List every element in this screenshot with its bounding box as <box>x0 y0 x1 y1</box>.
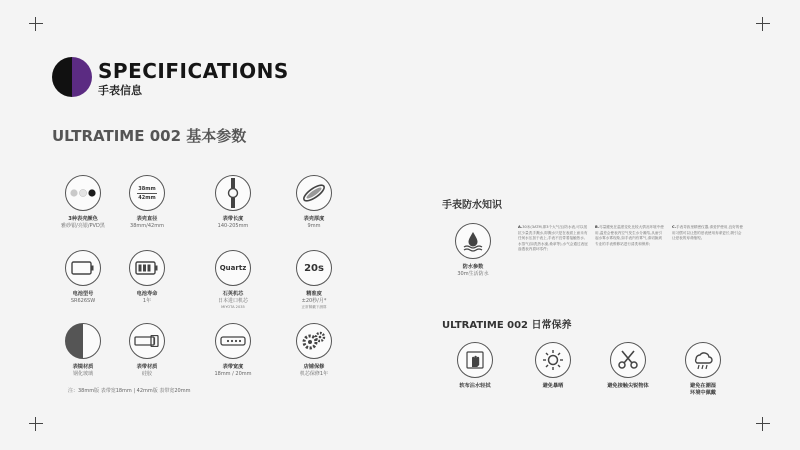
spec-strap-material-label: 表带材质 <box>136 364 158 370</box>
care-item-label: 避免接触尖锐物体 <box>607 383 649 389</box>
strap-width-icon <box>215 323 251 359</box>
spec-strap-width-label: 表带宽度 <box>222 364 244 370</box>
waterproof-title: 手表防水知识 <box>442 200 502 211</box>
glass-half-icon <box>65 323 101 359</box>
crop-mark-top-left <box>29 17 43 31</box>
gears-icon <box>296 323 332 359</box>
spec-battery-life-value: 1年 <box>142 297 152 304</box>
spec-accuracy <box>274 250 354 309</box>
care-item-label: 避免在潮湿 <box>690 383 716 389</box>
spec-battery-life <box>107 250 187 305</box>
care-item <box>435 342 515 390</box>
waterproof-note-c <box>672 225 744 242</box>
waterproof-note-b <box>595 225 665 247</box>
page-title: SPECIFICATIONS <box>98 59 289 83</box>
battery-full-icon <box>129 250 165 286</box>
waterproof-note-c-text: 手表导致里精密仪器,请爱护使用,良好的使用习惯可以让您的爱表使用寿命更长,吸引会让爱表的寿命缩短。 <box>672 225 743 241</box>
spec-strap-width <box>193 323 273 378</box>
care-title: ULTRATIME 002 日常保养 <box>442 320 572 331</box>
diameter-icon-bottom: 42mm <box>138 194 156 201</box>
waterproof-note-a-text: 30米(3ATM,即3个大气压)防水表,可以抵抗少量洗手溅水,即溅水只是在表面上而未有任何水压加于表上,手表不宜带着接触热水,水蒸气(如洗热水澡,桑拿等),水气会通过表冠渗透表内损坏零件; <box>518 225 588 252</box>
spec-thickness <box>274 175 354 230</box>
spec-warranty-label: 店铺保修 <box>303 364 325 370</box>
thickness-icon <box>296 175 332 211</box>
spec-thickness-value: 9mm <box>307 222 321 229</box>
spec-battery-model-value: SR626SW <box>70 297 96 304</box>
battery-icon <box>65 250 101 286</box>
case-colors-icon <box>65 175 101 211</box>
accuracy-icon <box>296 250 332 286</box>
care-item <box>663 342 743 397</box>
spec-battery-model-label: 电池型号 <box>72 291 94 297</box>
spec-thickness-label: 表壳厚度 <box>303 216 325 222</box>
strap-buckle-icon <box>129 323 165 359</box>
spec-colors-label: 3种表壳颜色 <box>68 216 98 222</box>
waterproof-note-a-head: A. <box>518 225 523 229</box>
spec-strap-length <box>193 175 273 230</box>
care-item-label: 避免暴晒 <box>542 383 564 389</box>
quartz-icon <box>215 250 251 286</box>
quartz-icon-text: Quartz <box>219 264 247 272</box>
spec-strap-material-value: 硅胶 <box>141 370 152 377</box>
page-subtitle: 手表信息 <box>98 84 142 97</box>
waterproof-value: 30m生活防水 <box>457 270 489 277</box>
water-drop-icon <box>455 223 491 259</box>
care-item <box>588 342 668 390</box>
accuracy-icon-text: 20s <box>304 262 324 274</box>
care-item-label: 软布沾水轻拭 <box>459 383 491 389</box>
scissors-icon <box>610 342 646 378</box>
spec-strap-length-value: 140-205mm <box>217 222 249 229</box>
spec-diameter-label: 表壳直径 <box>136 216 158 222</box>
spec-accuracy-label: 精准度 <box>306 291 322 297</box>
brand-logo-icon <box>52 57 92 97</box>
diameter-icon <box>129 175 165 211</box>
watch-strap-icon <box>215 175 251 211</box>
spec-colors-value: 雅砂银/亮银/PVD黑 <box>61 222 105 229</box>
hand-wipe-icon <box>457 342 493 378</box>
spec-movement <box>193 250 273 309</box>
diameter-icon-top: 38mm <box>138 185 156 192</box>
spec-strap-width-value: 18mm / 20mm <box>214 370 252 377</box>
spec-movement-label: 石英机芯 <box>222 291 244 297</box>
spec-accuracy-value: ±20秒/月* <box>301 297 327 304</box>
waterproof-note-b-text: 尽量避免在温度变化比较大情况环境中使用,温差会使表内空气发生水分凝结,从而引起水雾水雾现象,如手表内有雾气,请切换到专业的手表维修站进行清洗和保养; <box>595 225 664 246</box>
spec-diameter <box>107 175 187 230</box>
rain-cloud-icon <box>685 342 721 378</box>
specs-section-title: ULTRATIME 002 基本参数 <box>52 127 247 145</box>
spec-movement-value: 日本进口机芯 <box>217 297 248 304</box>
spec-glass-value: 钢化玻璃 <box>72 370 93 377</box>
crop-mark-bottom-right <box>756 417 770 431</box>
waterproof-label: 防水参数 <box>462 264 484 270</box>
spec-battery-life-label: 电池寿命 <box>136 291 158 297</box>
crop-mark-bottom-left <box>29 417 43 431</box>
spec-glass-label: 表镜材质 <box>72 364 94 370</box>
waterproof-spec <box>433 223 513 278</box>
waterproof-note-c-head: C. <box>672 225 677 229</box>
spec-diameter-value: 38mm/42mm <box>130 222 164 229</box>
waterproof-note-a <box>518 225 588 253</box>
spec-movement-value2: MIYOTA 2035 <box>221 304 245 309</box>
footnote: 注：38mm版 表带宽18mm | 42mm版 表带宽20mm <box>68 388 191 394</box>
spec-strap-material <box>107 323 187 378</box>
spec-accuracy-value2: 正常佩戴下测算 <box>301 304 327 309</box>
sun-icon <box>535 342 571 378</box>
care-item <box>513 342 593 390</box>
care-item-label-2: 环境中佩戴 <box>690 389 716 396</box>
crop-mark-top-right <box>756 17 770 31</box>
spec-warranty <box>274 323 354 378</box>
spec-strap-length-label: 表带长度 <box>222 216 244 222</box>
waterproof-note-b-head: B. <box>595 225 600 229</box>
spec-warranty-value: 机芯保修1年 <box>299 370 329 377</box>
